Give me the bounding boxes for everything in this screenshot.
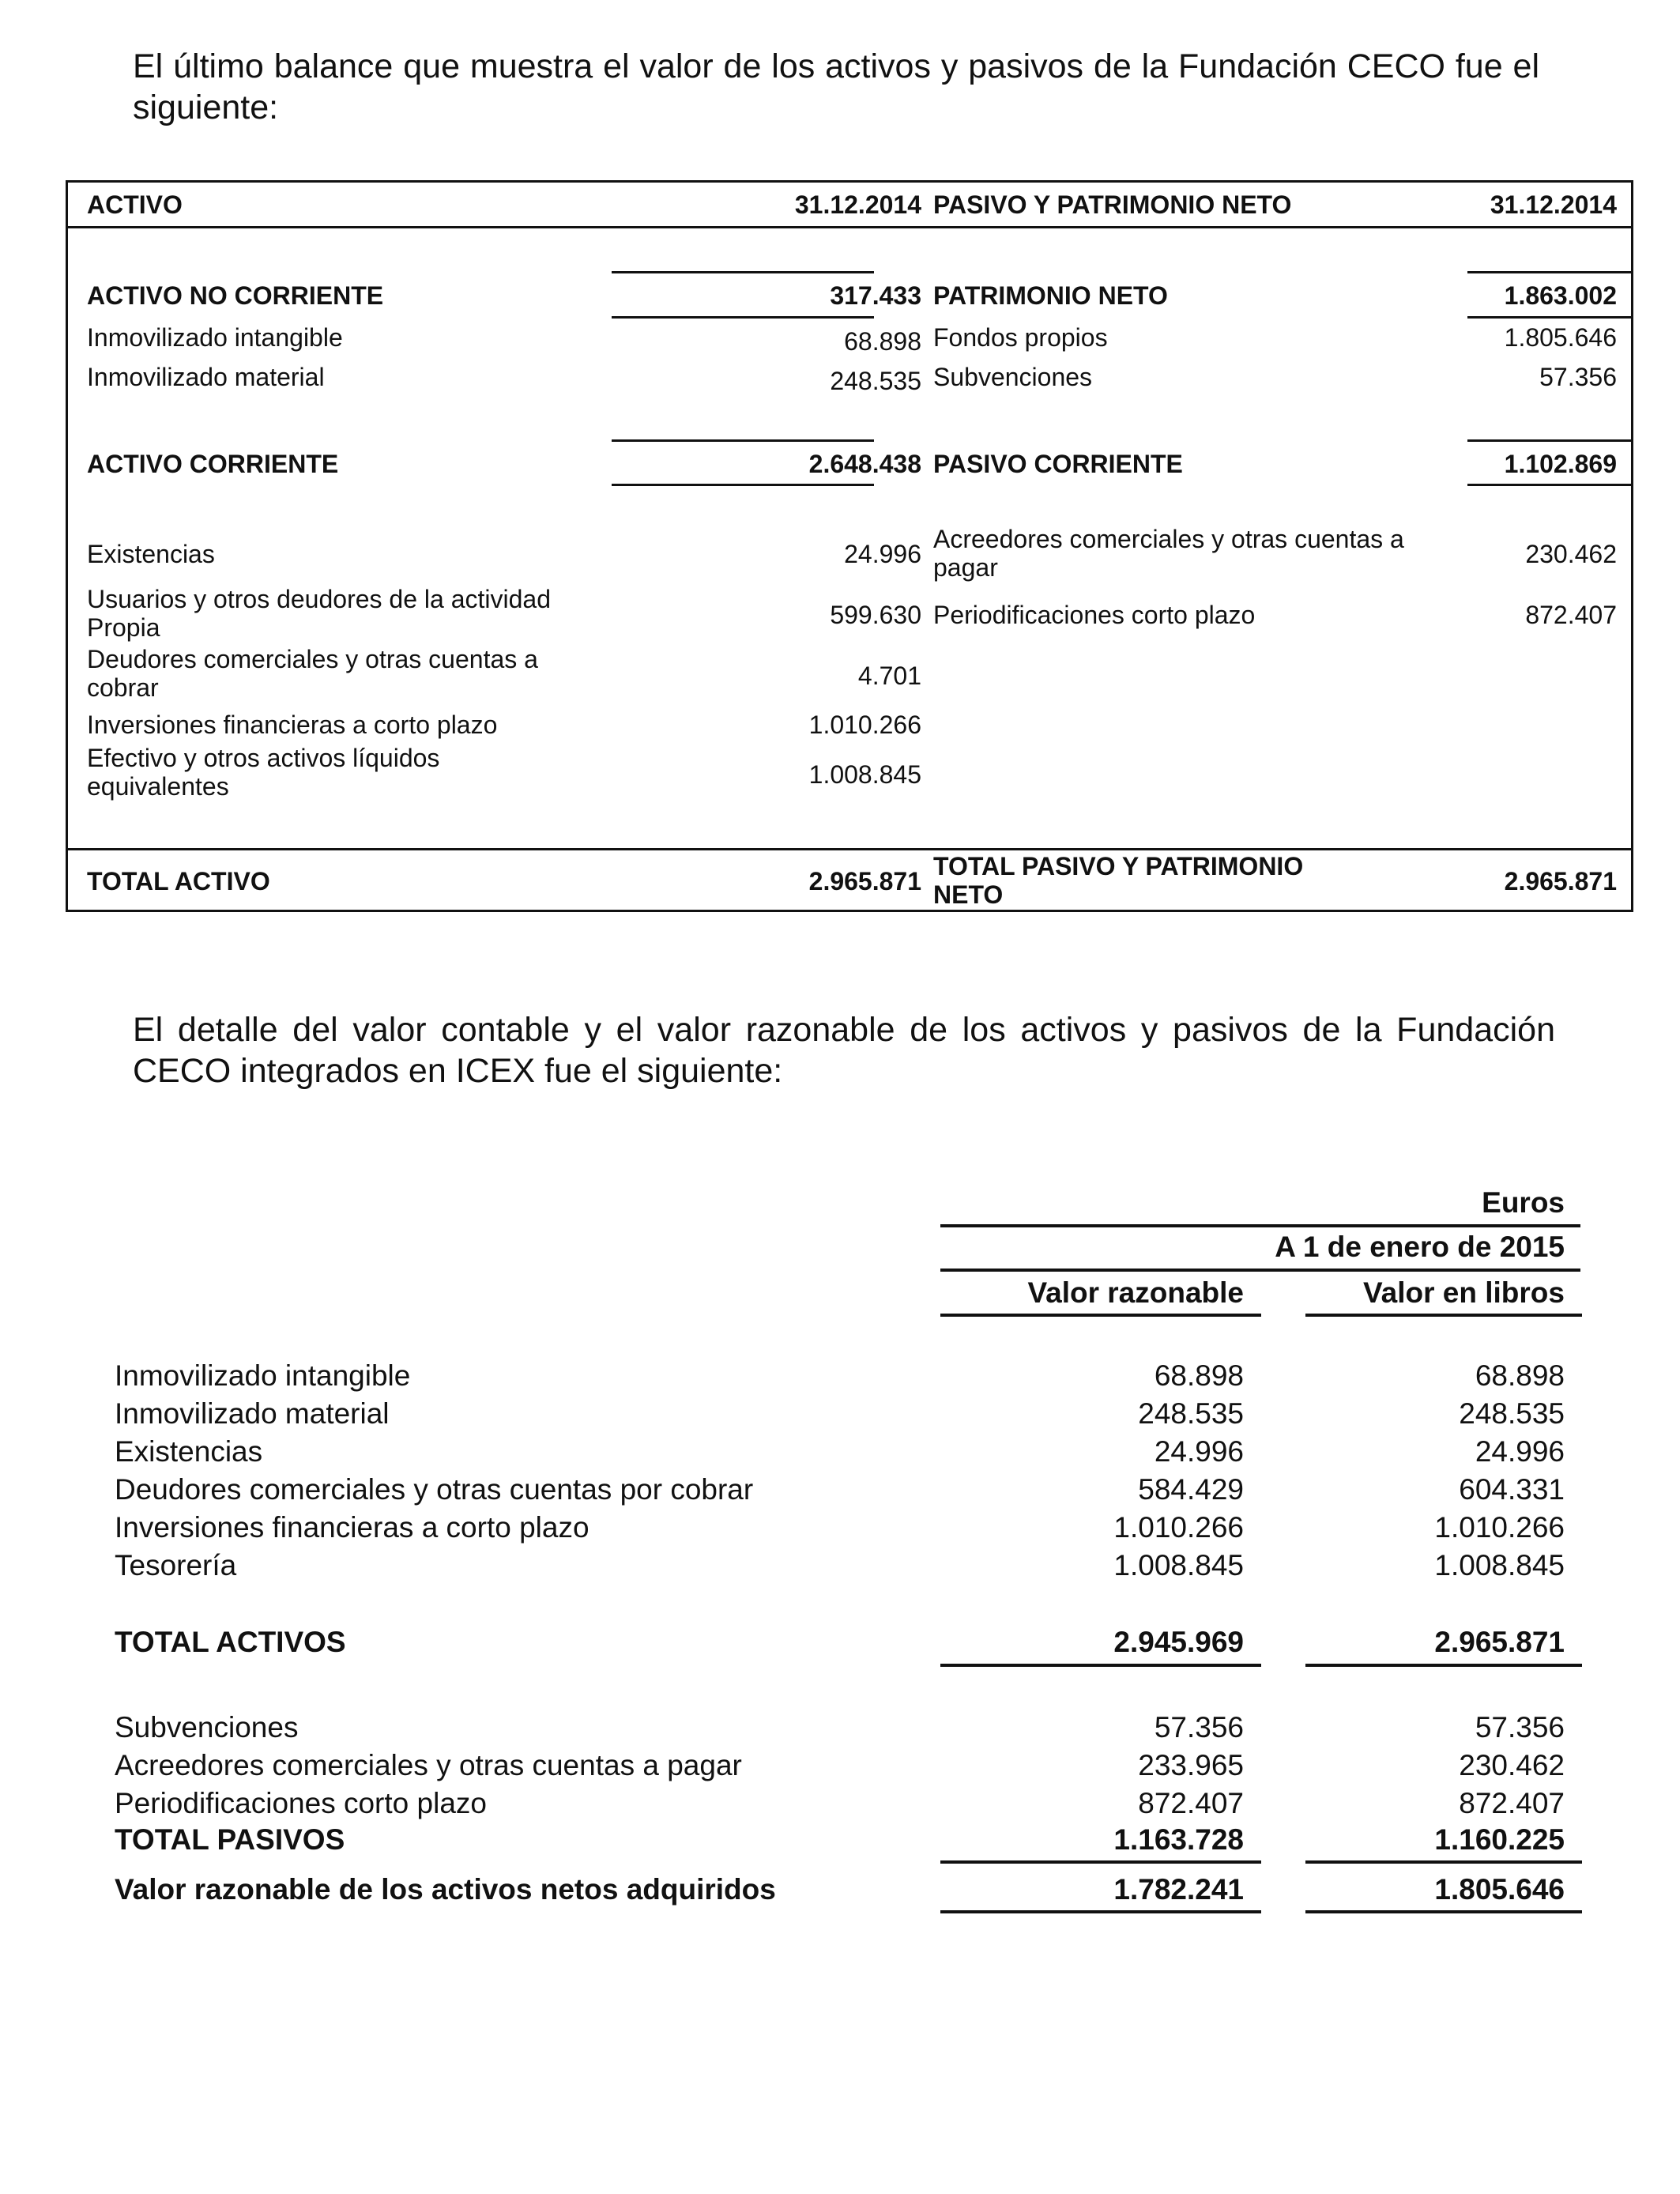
asset-label: Deudores comerciales y otras cuentas por cobrar: [115, 1473, 754, 1506]
balance-item-label: Inmovilizado intangible: [87, 323, 343, 352]
liability-fair-value: 872.407: [1138, 1787, 1244, 1819]
pasivo-corriente-top-rule: [1467, 439, 1633, 442]
pasivo-corriente-label: PASIVO CORRIENTE: [933, 450, 1183, 478]
date-rule: [940, 1269, 1580, 1272]
asset-label: Inversiones financieras a corto plazo: [115, 1511, 590, 1544]
patrimonio-neto-bottom-rule: [1467, 316, 1633, 319]
total-pasivos-col2-rule: [1305, 1860, 1582, 1864]
pasivo-header: PASIVO Y PATRIMONIO NETO: [933, 190, 1292, 219]
intro-paragraph: El último balance que muestra el valor de los activos y pasivos de la Fundación CECO fue el siguiente:: [133, 47, 1539, 126]
balance-item-value: 57.356: [1539, 363, 1617, 391]
liability-fair-value: 57.356: [1154, 1711, 1244, 1744]
balance-item-label: Inversiones financieras a corto plazo: [87, 711, 498, 739]
balance-item-value: 1.010.266: [808, 711, 921, 739]
patrimonio-neto-top-rule: [1467, 271, 1633, 273]
balance-sheet-table: [66, 180, 1633, 912]
balance-item-label: Fondos propios: [933, 323, 1108, 352]
balance-item-label: Deudores comerciales y otras cuentas a cobrar: [87, 645, 538, 702]
total-pasivos-label: TOTAL PASIVOS: [115, 1823, 345, 1856]
activo-no-corriente-bottom-rule: [612, 316, 874, 319]
patrimonio-neto-label: PATRIMONIO NETO: [933, 281, 1168, 310]
asset-fair-value: 68.898: [1154, 1359, 1244, 1392]
total-activos-label: TOTAL ACTIVOS: [115, 1626, 346, 1658]
patrimonio-neto-value: 1.863.002: [1504, 281, 1617, 310]
asset-book-value: 24.996: [1475, 1435, 1565, 1468]
asset-label: Inmovilizado material: [115, 1397, 390, 1430]
activo-no-corriente-label: ACTIVO NO CORRIENTE: [87, 281, 384, 310]
balance-item-label: Existencias: [87, 540, 215, 568]
activo-corriente-top-rule: [612, 439, 874, 442]
asset-fair-value: 1.008.845: [1113, 1549, 1244, 1581]
activo-no-corriente-top-rule: [612, 271, 874, 273]
total-pasivos-book-value: 1.160.225: [1434, 1823, 1565, 1856]
total-activos-col1-rule: [940, 1664, 1261, 1667]
balance-item-value: 68.898: [844, 327, 921, 356]
activo-no-corriente-value: 317.433: [830, 281, 921, 310]
liability-label: Acreedores comerciales y otras cuentas a pagar: [115, 1749, 742, 1781]
net-assets-label: Valor razonable de los activos netos adquiridos: [115, 1873, 776, 1906]
balance-item-value: 1.008.845: [808, 760, 921, 789]
total-activos-fair-value: 2.945.969: [1113, 1626, 1244, 1658]
balance-item-label: Acreedores comerciales y otras cuentas a pagar: [933, 525, 1404, 582]
total-activos-book-value: 2.965.871: [1434, 1626, 1565, 1658]
asset-book-value: 248.535: [1459, 1397, 1565, 1430]
net-assets-fair-value: 1.782.241: [1113, 1873, 1244, 1906]
net-assets-book-value: 1.805.646: [1434, 1873, 1565, 1906]
balance-item-value: 1.805.646: [1504, 323, 1617, 352]
pasivo-date-header: 31.12.2014: [1490, 190, 1617, 219]
asset-book-value: 1.010.266: [1434, 1511, 1565, 1544]
activo-corriente-bottom-rule: [612, 484, 874, 486]
balance-item-label: Subvenciones: [933, 363, 1093, 391]
activo-corriente-value: 2.648.438: [808, 450, 921, 478]
asset-label: Inmovilizado intangible: [115, 1359, 411, 1392]
activo-header: ACTIVO: [87, 190, 183, 219]
pasivo-corriente-value: 1.102.869: [1504, 450, 1617, 478]
liability-book-value: 872.407: [1459, 1787, 1565, 1819]
total-pasivo-value: 2.965.871: [1504, 867, 1617, 895]
asset-book-value: 604.331: [1459, 1473, 1565, 1506]
header-rule: [940, 1224, 1580, 1227]
net-assets-col2-rule: [1305, 1910, 1582, 1913]
liability-book-value: 57.356: [1475, 1711, 1565, 1744]
liability-label: Periodificaciones corto plazo: [115, 1787, 487, 1819]
balance-item-value: 230.462: [1525, 540, 1617, 568]
date-header: A 1 de enero de 2015: [1275, 1231, 1565, 1263]
balance-item-value: 599.630: [830, 601, 921, 629]
col2-header-rule: [1305, 1314, 1582, 1317]
balance-item-label: Efectivo y otros activos líquidos equivalentes: [87, 744, 440, 801]
total-divider: [68, 848, 1631, 850]
total-pasivos-fair-value: 1.163.728: [1113, 1823, 1244, 1856]
total-pasivo-label: TOTAL PASIVO Y PATRIMONIO NETO: [933, 852, 1304, 909]
asset-book-value: 68.898: [1475, 1359, 1565, 1392]
balance-item-label: Periodificaciones corto plazo: [933, 601, 1256, 629]
asset-label: Existencias: [115, 1435, 263, 1468]
balance-item-value: 248.535: [830, 367, 921, 395]
total-activo-value: 2.965.871: [808, 867, 921, 895]
asset-fair-value: 24.996: [1154, 1435, 1244, 1468]
total-activo-label: TOTAL ACTIVO: [87, 867, 270, 895]
pasivo-corriente-bottom-rule: [1467, 484, 1633, 486]
currency-header: Euros: [1482, 1186, 1565, 1219]
activo-corriente-label: ACTIVO CORRIENTE: [87, 450, 339, 478]
liability-fair-value: 233.965: [1138, 1749, 1244, 1781]
asset-fair-value: 1.010.266: [1113, 1511, 1244, 1544]
col1-header-rule: [940, 1314, 1261, 1317]
balance-item-value: 872.407: [1525, 601, 1617, 629]
asset-fair-value: 584.429: [1138, 1473, 1244, 1506]
total-pasivos-col1-rule: [940, 1860, 1261, 1864]
col-book-value-header: Valor en libros: [1363, 1276, 1565, 1309]
asset-label: Tesorería: [115, 1549, 237, 1581]
balance-item-value: 4.701: [857, 662, 921, 690]
activo-date-header: 31.12.2014: [794, 190, 921, 219]
asset-fair-value: 248.535: [1138, 1397, 1244, 1430]
detail-paragraph: El detalle del valor contable y el valor razonable de los activos y pasivos de la Fundación CECO integrados en ICEX fue el siguiente:: [133, 1011, 1555, 1090]
balance-item-label: Inmovilizado material: [87, 363, 325, 391]
net-assets-col1-rule: [940, 1910, 1261, 1913]
col-fair-value-header: Valor razonable: [1027, 1276, 1244, 1309]
balance-item-label: Usuarios y otros deudores de la actividad Propia: [87, 585, 551, 642]
header-divider: [68, 226, 1631, 228]
asset-book-value: 1.008.845: [1434, 1549, 1565, 1581]
balance-item-value: 24.996: [844, 540, 921, 568]
liability-label: Subvenciones: [115, 1711, 299, 1744]
liability-book-value: 230.462: [1459, 1749, 1565, 1781]
total-activos-col2-rule: [1305, 1664, 1582, 1667]
